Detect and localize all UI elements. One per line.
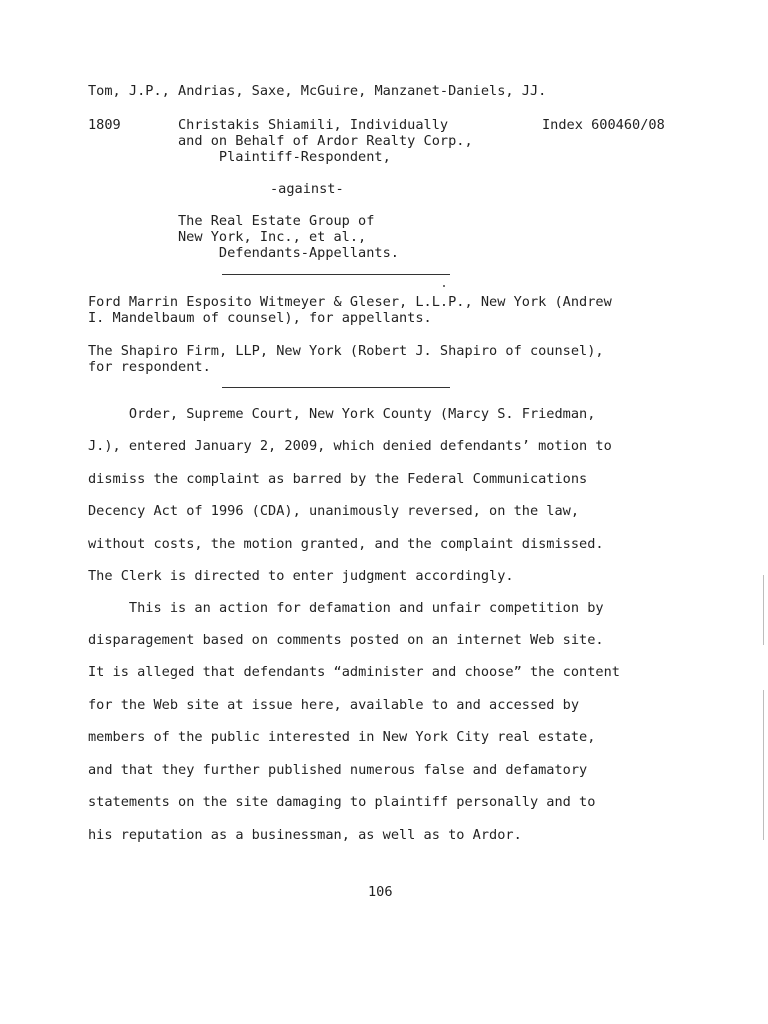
defendant-role: Defendants-Appellants. (178, 245, 399, 261)
paragraph-1-line-5: without costs, the motion granted, and the complaint dismissed. (88, 536, 604, 552)
counsel-divider (222, 387, 450, 388)
appellants-counsel-line-1: Ford Marrin Esposito Witmeyer & Gleser, L.L.P., New York (Andrew (88, 294, 612, 310)
caption-divider (222, 274, 450, 275)
index-number: Index 600460/08 (542, 117, 665, 133)
respondent-counsel-line-2: for respondent. (88, 359, 211, 375)
paragraph-2-line-1: This is an action for defamation and unfair competition by (88, 600, 604, 616)
defendant-line-2: New York, Inc., et al., (178, 229, 367, 245)
respondent-counsel-line-1: The Shapiro Firm, LLP, New York (Robert J. Shapiro of counsel), (88, 343, 604, 359)
paragraph-2-line-4: for the Web site at issue here, available to and accessed by (88, 697, 580, 713)
plaintiff-line-2: and on Behalf of Ardor Realty Corp., (178, 133, 473, 149)
versus-label: -against- (270, 181, 344, 197)
paragraph-1-line-4: Decency Act of 1996 (CDA), unanimously reversed, on the law, (88, 503, 580, 519)
case-number: 1809 (88, 117, 121, 133)
scan-edge-mark (763, 575, 764, 645)
paragraph-2-line-5: members of the public interested in New York City real estate, (88, 729, 596, 745)
bench-line: Tom, J.P., Andrias, Saxe, McGuire, Manzanet-Daniels, JJ. (88, 83, 547, 99)
scan-edge-mark (763, 690, 764, 840)
paragraph-1-line-1: Order, Supreme Court, New York County (Marcy S. Friedman, (88, 406, 596, 422)
paragraph-1-line-2: J.), entered January 2, 2009, which denied defendants’ motion to (88, 438, 612, 454)
paragraph-1-line-3: dismiss the complaint as barred by the Federal Communications (88, 471, 588, 487)
paragraph-2-line-2: disparagement based on comments posted on an internet Web site. (88, 632, 604, 648)
paragraph-2-line-8: his reputation as a businessman, as well as to Ardor. (88, 827, 522, 843)
plaintiff-role: Plaintiff-Respondent, (178, 149, 391, 165)
defendant-line-1: The Real Estate Group of (178, 213, 375, 229)
paragraph-2-line-7: statements on the site damaging to plaintiff personally and to (88, 794, 596, 810)
page-number: 106 (368, 884, 393, 900)
paragraph-1-line-6: The Clerk is directed to enter judgment accordingly. (88, 568, 514, 584)
plaintiff-line-1: Christakis Shiamili, Individually (178, 117, 449, 133)
paragraph-2-line-3: It is alleged that defendants “administer and choose” the content (88, 664, 620, 680)
appellants-counsel-line-2: I. Mandelbaum of counsel), for appellants. (88, 310, 432, 326)
paragraph-2-line-6: and that they further published numerous false and defamatory (88, 762, 588, 778)
stray-mark (443, 285, 445, 287)
